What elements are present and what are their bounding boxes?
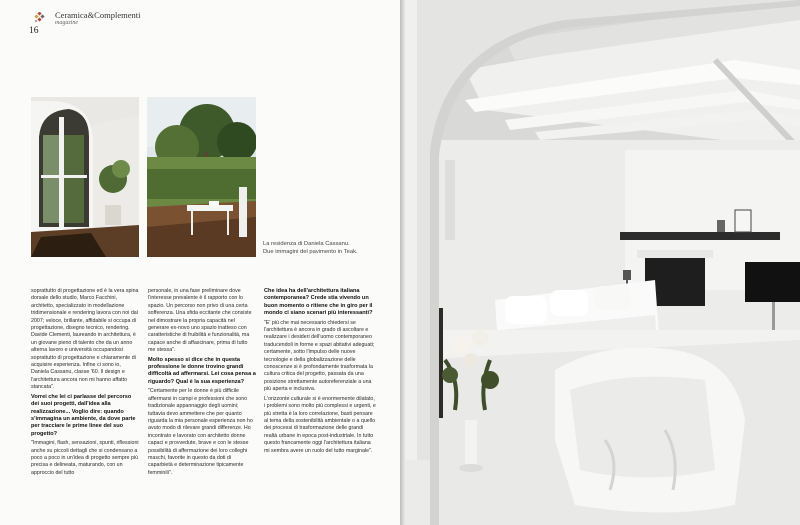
paragraph: soprattutto di progettazione ed è la vera spina dorsale dello studio, Marco Facchini, architetto, specializzato in modellazione tridimensionale e rendering lavora con noi dal 2007; veloce, brillante, affidabile si occupa di progettazione, disegno tecnico, rendering. Davide Clementi, laureando in architettura, è un giovane pieno di talento che da un anno alterna lavoro e università occupandosi soprattutto di progettazione e chiaramente di acquisire esperienza. Infine ci sono io, Daniela Cassanu, classe '60. Il design e l'architettura ancora non mi hanno affatto stancata". <box>31 288 139 391</box>
paragraph: "Certamente per le donne è più difficile affermarsi in campi e professioni che sono tradizionale appannaggio degli uomini; tuttavia devo ammettere che per quanto riguarda la mia personale esperienza non ho avuto modo di rilevare grandi differenze. Ho incontrato e lavorato con architetto donne capaci e provvedute, brave e con le stesse possibilità di affermazione dei loro colleghi maschi, favorite in questo da doti di caparbietà e determinazione tipicamente femminili". <box>148 388 253 476</box>
magazine-subtitle: magazine <box>55 20 78 26</box>
page-number: 16 <box>29 26 39 36</box>
interview-question: Molto spesso si dice che in questa professione le donne trovino grandi difficoltà ad affermarsi. Lei cosa pensa a riguardo? Qual è la sua esperienza? <box>148 356 256 385</box>
right-page <box>405 0 800 525</box>
logo-mosaic-icon <box>34 12 46 24</box>
magazine-title: Ceramica&Complementi <box>55 10 141 20</box>
paragraph: L'orizzonte culturale si è enormemente dilatato, i problemi sono molto più complessi e urgenti, e più stretta è la loro correlazione, basti pensare al tema della sostenibilità ambientale o a quello dei processi di trasformazione delle grandi realtà urbane in epoca post-industriale. In tutto questo francamente oggi l'architettura italiana mi sembra avere un ruolo del tutto marginale". <box>264 395 376 454</box>
caption-line-2: Due immagini del pavimento in Teak. <box>263 249 358 255</box>
interview-question: Che idea ha dell'architettura italiana contemporanea? Crede stia vivendo un buon momento o ritiene che in giro per il mondo ci siano scenari più interessanti? <box>264 288 373 317</box>
living-room-photo <box>405 0 800 525</box>
photo-caption <box>263 240 393 256</box>
text-column-3 <box>264 288 376 457</box>
doorway-photo <box>31 97 139 257</box>
interview-question: Vorrei che lei ci parlasse del percorso dei suoi progetti, dall'idea alla realizzazione... Voglio dire: quando s'immagina un ambiente, da dove parte per tracciare le prime linee del suo progetto? <box>31 393 136 437</box>
terrace-photo <box>147 97 256 257</box>
paragraph: "E' più che mai necessario chiedersi se l'architettura è ancora in grado di ascoltare e realizzare i desideri dell'uomo contemporaneo traducendoli in forme e spazi abitativi adeguati; certamente, sotto l'impulso delle nuove tecnologie e della globalizzazione delle conoscenze si è profondamente trasformata la cultura critica del progetto, passata da una posizione strettamente autoreferenziale a una più aperta e inclusiva. <box>264 319 375 393</box>
text-column-2 <box>148 288 256 479</box>
paragraph: "Immagini, flash, sensazioni, spunti, riflessioni anche su piccoli dettagli che si condensano a poco a poco in un'idea di progetto sempre più precisa e delineata, maturando, con un approccio del tutto <box>31 440 139 476</box>
paragraph: personale, in una fase preliminare dove l'interesse prevalente è il rapporto con lo spazio. Un percorso non privo di una certa sofferenza. Una sfida eccitante che consiste nel dimostrare la propria capacità nel generare ex-novo uno spazio inatteso con caratteristiche di fruibilità e funzionalità, ma capace anche di affascinare, prima di tutto me stessa". <box>148 288 252 354</box>
text-column-1 <box>31 288 139 479</box>
caption-line-1: La residenza di Daniela Cassanu. <box>263 241 350 247</box>
